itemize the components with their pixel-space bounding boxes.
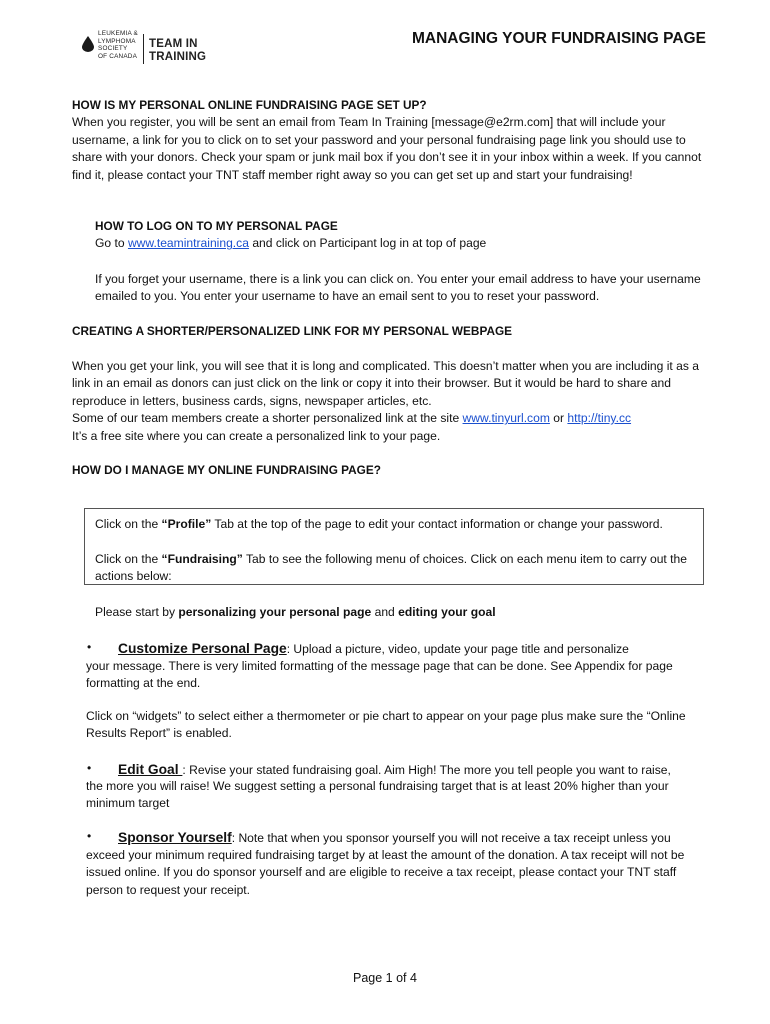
shorter-link-heading: CREATING A SHORTER/PERSONALIZED LINK FOR MY PERSONAL WEBPAGE [72,324,513,338]
login-heading: HOW TO LOG ON TO MY PERSONAL PAGE [95,219,338,233]
forgot-username-text: If you forget your username, there is a link you can click on. You enter your email address to have your username emailed to you. You enter your username to have an email sent to you to reset your password. [95,272,701,304]
logo-program-name: TEAM IN TRAINING [149,38,207,63]
widgets-text: Click on “widgets” to select either a thermometer or pie chart to appear on your page plus make sure the “Online Results Report” is enabled. [86,709,686,741]
page-title: MANAGING YOUR FUNDRAISING PAGE [412,30,706,47]
login-instructions: Go to www.teamintraining.ca and click on Participant log in at top of page [95,236,487,251]
bullet-dot: • [87,829,92,843]
tinycc-link[interactable]: http://tiny.cc [567,411,632,426]
customize-line: Customize Personal Page: Upload a picture, video, update your page title and personalize [118,641,629,656]
fundraising-tab-text: Click on the “Fundraising” Tab to see the following menu of choices. Click on each menu item to carry out the actions below: [95,552,687,584]
setup-heading: HOW IS MY PERSONAL ONLINE FUNDRAISING PAGE SET UP? [72,98,427,112]
start-instructions: Please start by personalizing your personal page and editing your goal [95,605,496,619]
edit-goal-title: Edit Goal [118,762,183,777]
setup-body: When you register, you will be sent an email from Team In Training [message@e2rm.com] that will include your username, a link for you to click on to set your password and your personal fundraising page link you should use to share with your donors. Check your spam or junk mail box if you don’t see it in your inbox within a week. If you cannot find it, please contact your TNT staff member right away so you can get set up and start your fundraising! [72,115,702,182]
goal-body: the more you will raise! We suggest setting a personal fundraising target that is at least 20% higher than your minimum target [86,779,669,811]
profile-tab-text: Click on the “Profile” Tab at the top of the page to edit your contact information or change your password. [95,517,663,531]
bullet-dot: • [87,640,92,654]
manage-heading: HOW DO I MANAGE MY ONLINE FUNDRAISING PAGE? [72,463,381,477]
free-site-text: It’s a free site where you can create a personalized link to your page. [72,428,441,443]
logo-org-name: LEUKEMIA & LYMPHOMA SOCIETY OF CANADA [98,30,139,60]
shorter-link-body: When you get your link, you will see that it is long and complicated. This doesn’t matter when you are including it as a link in an email as donors can just click on the link or copy it into their browser. But it would be hard to share and reproduce in letters, business cards, signs, newspaper articles, etc. [72,359,699,408]
customize-body: your message. There is very limited formatting of the message page that can be done. See Appendix for page formatting at the end. [86,659,673,691]
sponsor-body: exceed your minimum required fundraising target by at least the amount of the donation. A tax receipt will not be issued online. If you do sponsor yourself and are eligible to receive a tax receipt, please contact your TNT staff person to request your receipt. [86,848,685,897]
bullet-dot: • [87,761,92,775]
login-section [95,218,705,253]
sponsor-line: Sponsor Yourself: Note that when you sponsor yourself you will not receive a tax receipt unless you [118,830,671,845]
shorter-link-section [72,358,704,445]
logo-divider [143,34,144,64]
tinyurl-link[interactable]: www.tinyurl.com [462,411,550,426]
goal-line: Edit Goal : Revise your stated fundraising goal. Aim High! The more you tell people you want to raise, [118,762,671,777]
setup-section [72,97,704,184]
shorter-link-sites: Some of our team members create a shorter personalized link at the site www.tinyurl.com or http://tiny.cc [72,411,632,426]
teamintraining-link[interactable]: www.teamintraining.ca [127,236,249,251]
blood-drop-icon [82,36,94,52]
customize-title: Customize Personal Page [118,641,287,656]
page-number: Page 1 of 4 [353,971,417,985]
sponsor-yourself-title: Sponsor Yourself [118,830,232,845]
lls-tnt-logo [82,30,206,70]
